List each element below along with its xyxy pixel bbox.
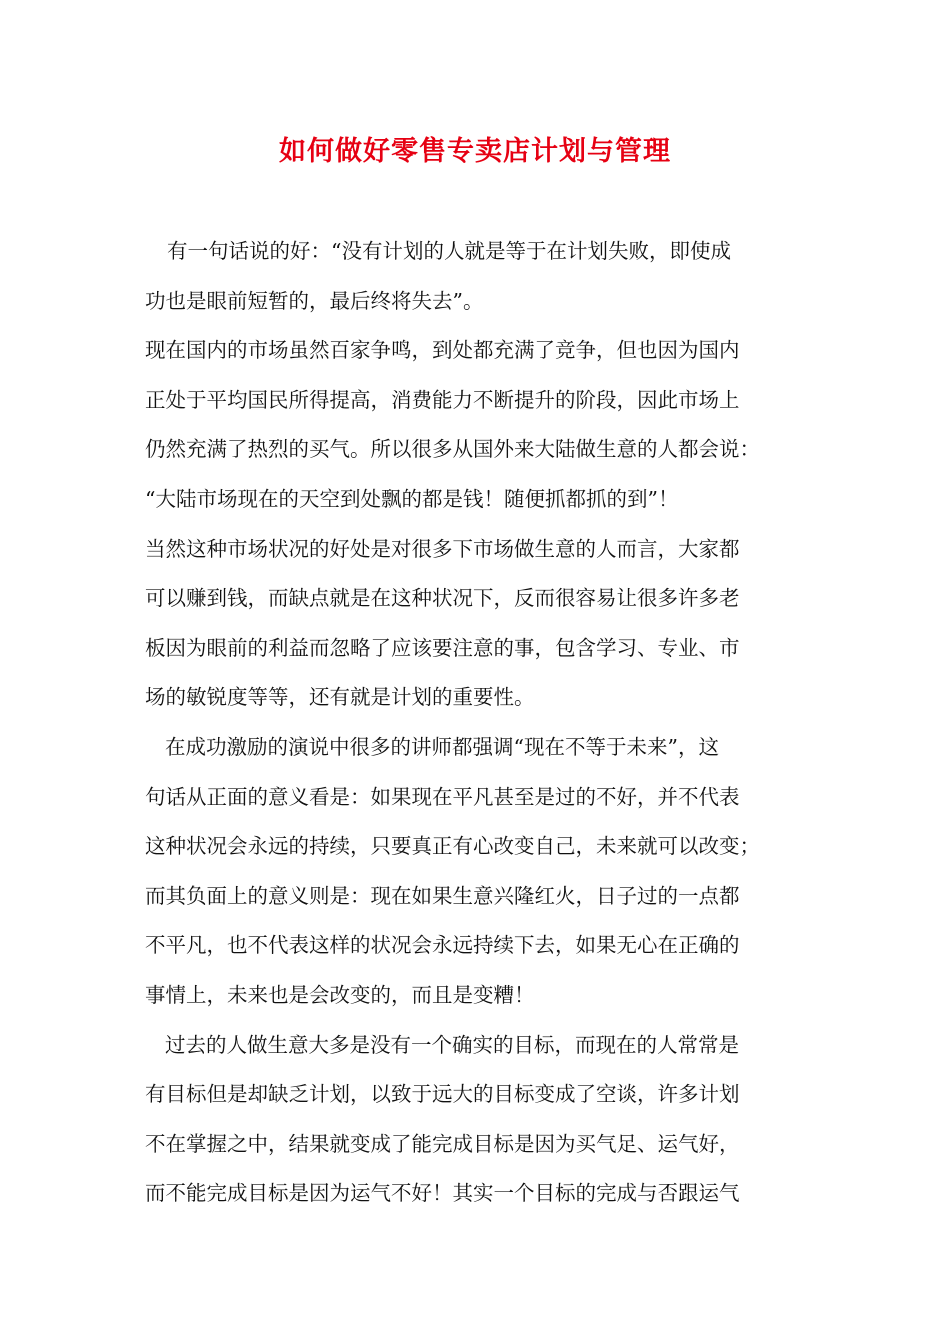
body-line: 过去的人做生意大多是没有一个确实的目标，而现在的人常常是 [165, 1032, 739, 1057]
body-line: 正处于平均国民所得提高，消费能力不断提升的阶段，因此市场上 [145, 387, 740, 412]
body-line: 有目标但是却缺乏计划，以致于远大的目标变成了空谈，许多计划 [145, 1082, 740, 1107]
body-line: 事情上，未来也是会改变的，而且是变糟！ [145, 982, 535, 1007]
body-line: 场的敏锐度等等，还有就是计划的重要性。 [145, 685, 535, 710]
body-line: 不在掌握之中，结果就变成了能完成目标是因为买气足、运气好， [145, 1131, 740, 1156]
body-line: 功也是眼前短暂的，最后终将失去”。 [145, 288, 484, 313]
body-line: 仍然充满了热烈的买气。所以很多从国外来大陆做生意的人都会说： [145, 437, 760, 462]
body-line: 当然这种市场状况的好处是对很多下市场做生意的人而言，大家都 [145, 536, 740, 561]
body-line: 而不能完成目标是因为运气不好！其实一个目标的完成与否跟运气 [145, 1181, 740, 1206]
body-line: 这种状况会永远的持续，只要真正有心改变自己，未来就可以改变； [145, 834, 760, 859]
body-line: 板因为眼前的利益而忽略了应该要注意的事，包含学习、专业、市 [145, 635, 740, 660]
body-line: 而其负面上的意义则是：现在如果生意兴隆红火，日子过的一点都 [145, 883, 740, 908]
body-line: 句话从正面的意义看是：如果现在平凡甚至是过的不好，并不代表 [145, 784, 740, 809]
document-title: 如何做好零售专卖店计划与管理 [279, 136, 671, 167]
body-line: 可以赚到钱，而缺点就是在这种状况下，反而很容易让很多许多老 [145, 586, 740, 611]
body-line: “大陆市场现在的天空到处飘的都是钱！随便抓都抓的到”！ [145, 486, 679, 511]
body-line: 现在国内的市场虽然百家争鸣，到处都充满了竞争，但也因为国内 [145, 338, 740, 363]
document-body [145, 227, 825, 1219]
body-line: 不平凡，也不代表这样的状况会永远持续下去，如果无心在正确的 [145, 933, 740, 958]
body-line: 在成功激励的演说中很多的讲师都强调“现在不等于未来”，这 [165, 734, 719, 759]
body-line: 有一句话说的好：“没有计划的人就是等于在计划失败，即使成 [167, 239, 731, 263]
